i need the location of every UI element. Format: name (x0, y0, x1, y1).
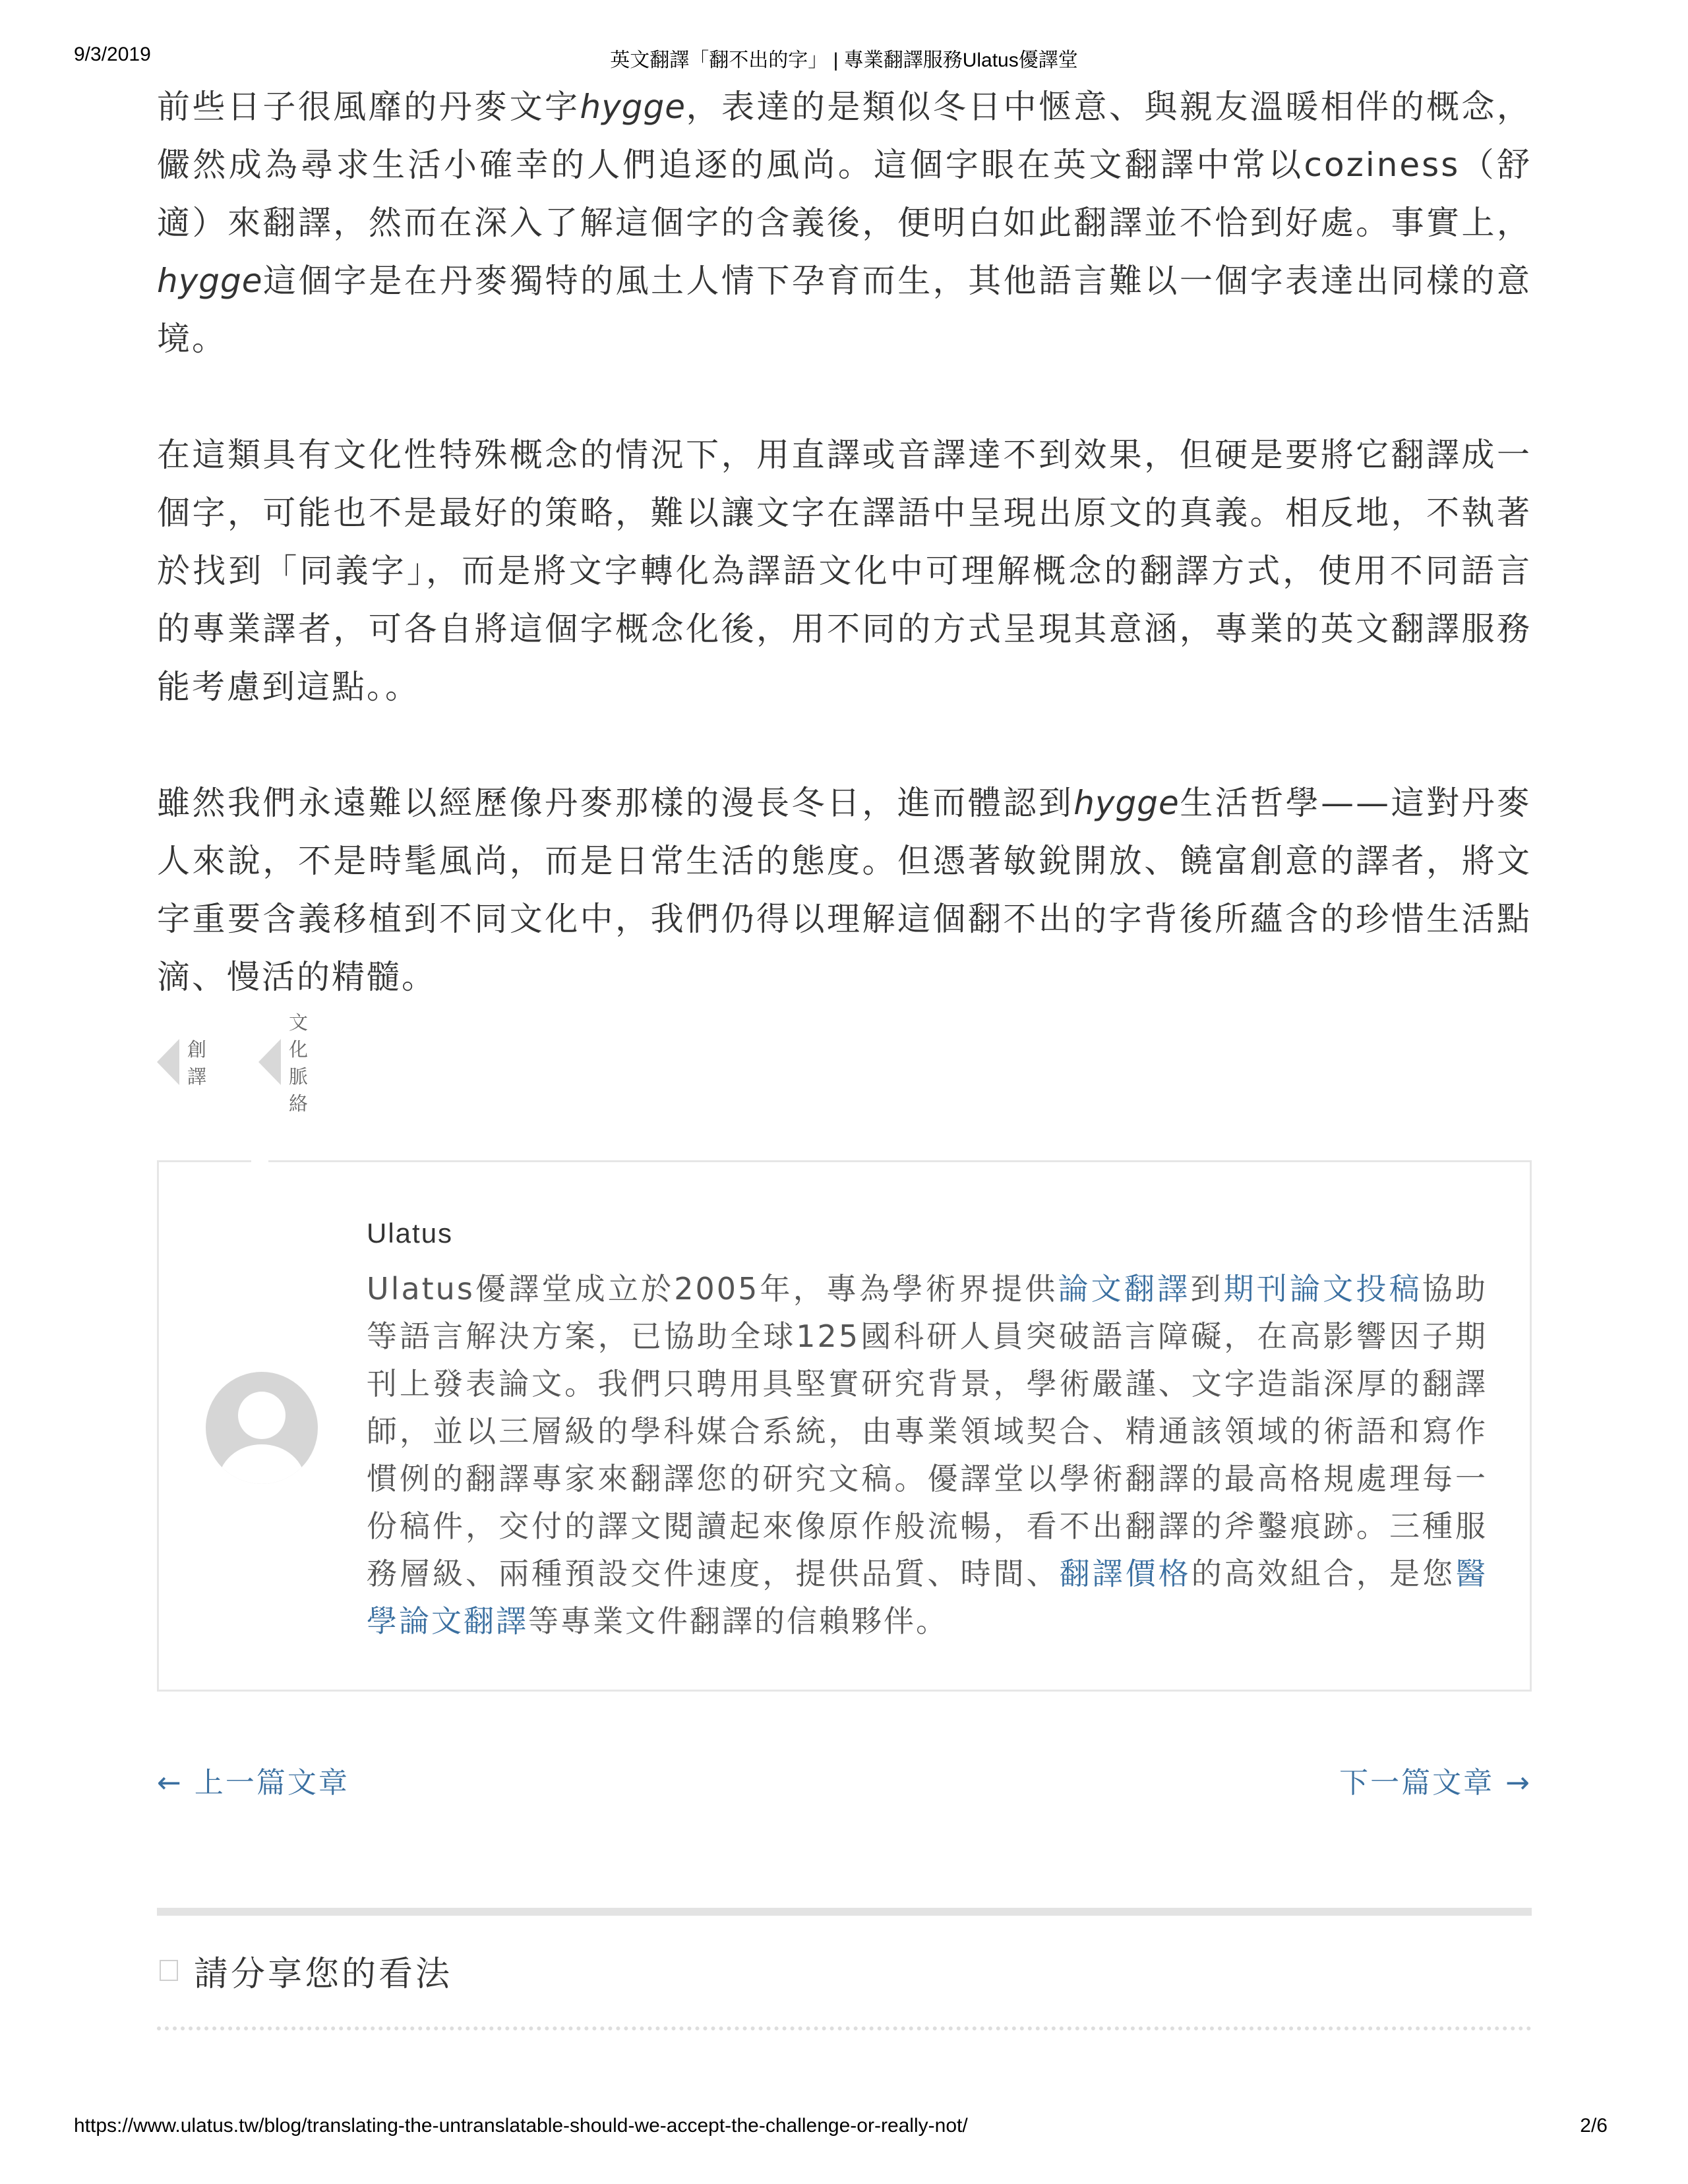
comment-section-heading (157, 1947, 452, 1993)
avatar-icon (206, 1372, 318, 1484)
dotted-divider (157, 2026, 1532, 2030)
author-box-notch (251, 1160, 268, 1165)
author-bio (367, 1265, 1488, 1645)
paragraph-text: 前些日子很風靡的丹麥文字 (157, 88, 580, 126)
bio-text: 協助等語言解決方案，已協助全球125國科研人員突破語言障礙，在高影響因子期刊上發表論文。我們只聘用具堅實研究背景，學術嚴謹、文字造詣深厚的翻譯師，並以三層級的學科媒合系統，由專業領域契合、精通該領域的術語和寫作慣例的翻譯專家來翻譯您的研究文稿。優譯堂以學術翻譯的最高格規處理每一份稿件，交付的譯文閱讀起來像原作般流暢，看不出翻譯的斧鑿痕跡。三種服務層級、兩種預設交件速度，提供品質、時間、 (367, 1271, 1488, 1591)
link-medical-paper-translation[interactable]: 醫學論文翻譯 (367, 1556, 1488, 1639)
print-page-title: 英文翻譯「翻不出的字」 | 專業翻譯服務Ulatus優譯堂 (610, 49, 1078, 71)
link-thesis-translation[interactable]: 論文翻譯 (1058, 1271, 1191, 1307)
tag-label: 創譯 (187, 1038, 208, 1088)
article-paragraph-2 (157, 426, 1532, 716)
print-date: 9/3/2019 (74, 44, 151, 65)
bio-text: 的高效組合，是您 (1191, 1556, 1456, 1591)
author-name: Ulatus (367, 1218, 454, 1249)
link-journal-submission[interactable]: 期刊論文投稿 (1223, 1271, 1422, 1307)
tag-triangle-icon (157, 1039, 179, 1085)
next-post-link[interactable]: 下一篇文章 → (1339, 1766, 1532, 1800)
paragraph-text: 在這類具有文化性特殊概念的情況下，用直譯或音譯達不到效果，但硬是要將它翻譯成一個字，可能也不是最好的策略，難以讓文字在譯語中呈現出原文的真義。相反地，不執著於找到「同義字」，而是將文字轉化為譯語文化中可理解概念的翻譯方式，使用不同語言的專業譯者，可各自將這個字概念化後，用不同的方式呈現其意涵，專業的英文翻譯服務能考慮到這點。。 (157, 436, 1532, 706)
paragraph-text: 生活哲學——這對丹麥人來說，不是時髦風尚，而是日常生活的態度。但憑著敏銳開放、饒富創意的譯者，將文字重要含義移植到不同文化中，我們仍得以理解這個翻不出的字背後所蘊含的珍惜生活點滴、慢活的精髓。 (157, 784, 1532, 996)
print-footer (0, 2115, 1688, 2141)
print-page-number: 2/6 (1580, 2115, 1608, 2137)
print-url: https://www.ulatus.tw/blog/translating-the-untranslatable-should-we-accept-the-challenge-or-really-not/ (74, 2115, 968, 2137)
tag-triangle-icon (258, 1039, 281, 1085)
tag-link-creative-translation[interactable] (157, 1038, 208, 1088)
bio-text: 等專業文件翻譯的信賴夥伴。 (528, 1603, 948, 1639)
tag-label: 文化脈絡 (289, 1011, 310, 1115)
tag-link-cultural-context[interactable] (258, 1011, 310, 1115)
bio-text: 到 (1190, 1271, 1224, 1307)
comment-section-divider (157, 1908, 1532, 1916)
italic-term-hygge: hygge (157, 262, 263, 300)
italic-term-hygge: hygge (1073, 784, 1180, 822)
post-navigation (157, 1759, 1532, 1805)
author-box (157, 1160, 1532, 1692)
paragraph-text: 這個字是在丹麥獨特的風土人情下孕育而生，其他語言難以一個字表達出同樣的意境。 (157, 262, 1532, 358)
paragraph-text: ，表達的是類似冬日中愜意、與親友溫暖相伴的概念，儼然成為尋求生活小確幸的人們追逐的風尚。這個字眼在英文翻譯中常以coziness（舒適）來翻譯，然而在深入了解這個字的含義後，便明白如此翻譯並不恰到好處。事實上， (157, 88, 1532, 242)
comment-box-icon (160, 1960, 178, 1981)
comment-title-text: 請分享您的看法 (194, 1954, 453, 1994)
print-header (0, 44, 1688, 70)
italic-term-hygge: hygge (580, 88, 686, 126)
bio-text: Ulatus優譯堂成立於2005年，專為學術界提供 (367, 1271, 1058, 1307)
article-paragraph-3 (157, 774, 1532, 1006)
previous-post-link[interactable]: ← 上一篇文章 (157, 1766, 349, 1800)
paragraph-text: 雖然我們永遠難以經歷像丹麥那樣的漫長冬日，進而體認到 (157, 784, 1074, 822)
article-paragraph-1 (157, 78, 1532, 368)
article-body (157, 78, 1532, 1006)
link-translation-price[interactable]: 翻譯價格 (1059, 1556, 1191, 1591)
